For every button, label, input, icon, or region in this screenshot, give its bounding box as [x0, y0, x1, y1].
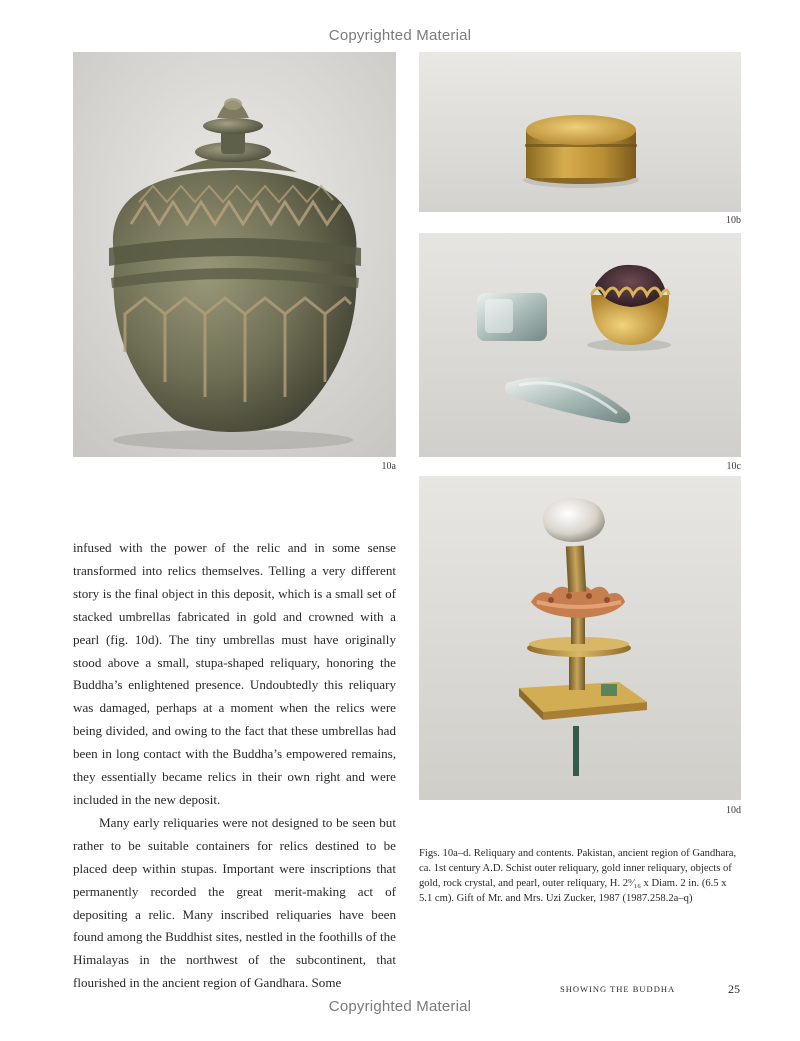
crystals-and-cup-image: [419, 233, 741, 457]
watermark-top: Copyrighted Material: [328, 27, 472, 44]
figure-caption: Figs. 10a–d. Reliquary and contents. Pakistan, ancient region of Gandhara, ca. 1st century A.D. Schist outer reliquary, gold inner reliquary, objects of gold, rock crystal, and pearl, outer reliquary, H. 2⁹⁄₁₆ x Diam. 2 in. (6.5 x 5.1 cm). Gift of Mr. and Mrs. Uzi Zucker, 1987 (1987.258.2a–q): [419, 848, 737, 904]
figure-10a-photo: [73, 52, 396, 457]
figure-10c-photo: [419, 233, 741, 457]
figure-10b-photo: [419, 52, 741, 212]
running-head: SHOWING THE BUDDHA: [560, 984, 676, 994]
figure-label-10d: 10d: [726, 805, 741, 816]
figure-label-10c: 10c: [726, 461, 741, 472]
figure-10d-photo: [419, 476, 741, 800]
figure-label-10b: 10b: [726, 215, 741, 226]
body-text: [73, 537, 396, 995]
page-number: 25: [728, 982, 740, 996]
stone-jar-image: [73, 52, 396, 457]
body-paragraph-1: infused with the power of the relic and in some sense transformed into relics themselves. Telling a very different story is the final object in this deposit, which is a small set of stacked umbrellas fabricated in gold and crowned with a pearl (fig. 10d). The tiny umbrellas must have originally stood above a small, stupa-shaped reliquary, honoring the Buddha’s enlightened presence. Undoubtedly this reliquary was damaged, perhaps at a moment when the relics were being divided, and owing to the fact that these umbrellas had been in long contact with the Buddha’s empowered remains, they essentially became relics in their own right and were included in the new deposit.: [73, 540, 396, 807]
figure-label-10a: 10a: [381, 461, 396, 472]
watermark-bottom: Copyrighted Material: [328, 998, 472, 1015]
body-paragraph-2: Many early reliquaries were not designed to be seen but rather to be suitable containers for relics destined to be placed deep within stupas. Important were inscriptions that permanently recorded the great merit-making act of depositing a relic. Many inscribed reliquaries have been found among the Buddhist sites, nestled in the foothills of the Himalayas in the northwest of the subcontinent, that flourished in the ancient region of Gandhara. Some: [73, 814, 396, 991]
gold-box-image: [419, 52, 741, 212]
stacked-umbrellas-image: [419, 476, 741, 800]
